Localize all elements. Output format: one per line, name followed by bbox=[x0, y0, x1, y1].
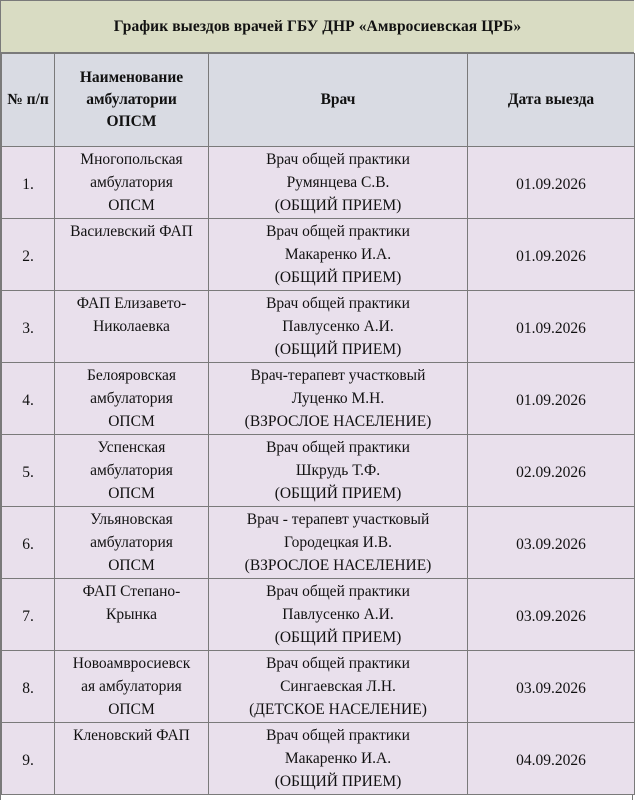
row-doctor bbox=[209, 435, 468, 507]
doctor-line: Павлусенко А.И. bbox=[282, 318, 394, 335]
doctor-line: Шкрудь Т.Ф. bbox=[295, 462, 381, 479]
ambulatory-line: ая амбулатория bbox=[81, 678, 182, 695]
header-row bbox=[2, 54, 635, 147]
doctor-line: Врач общей практики bbox=[266, 223, 410, 240]
doctor-line: Врач общей практики bbox=[266, 295, 410, 312]
doctor-line: Макаренко И.А. bbox=[284, 750, 392, 767]
table-row bbox=[2, 435, 635, 507]
row-ambulatory bbox=[55, 723, 209, 795]
ambulatory-line: амбулатория bbox=[90, 390, 173, 407]
ambulatory-line: Многопольская bbox=[80, 151, 183, 168]
table-body bbox=[2, 147, 635, 795]
doctor-line: Врач общей практики bbox=[266, 727, 410, 744]
doctor-line: Врач общей практики bbox=[266, 655, 410, 672]
row-date: 01.09.2026 bbox=[468, 219, 635, 291]
header-num: № п/п bbox=[2, 54, 55, 147]
doctor-line: Врач общей практики bbox=[266, 583, 410, 600]
header-date: Дата выезда bbox=[468, 54, 635, 147]
table-row bbox=[2, 219, 635, 291]
row-date: 01.09.2026 bbox=[468, 147, 635, 219]
doctor-line: (ОБЩИЙ ПРИЕМ) bbox=[274, 629, 402, 646]
row-ambulatory bbox=[55, 579, 209, 651]
row-date: 03.09.2026 bbox=[468, 651, 635, 723]
doctor-line: (ОБЩИЙ ПРИЕМ) bbox=[274, 197, 402, 214]
table-header bbox=[2, 54, 635, 147]
header-ambulatory-line: амбулатории bbox=[86, 91, 177, 108]
ambulatory-line: амбулатория bbox=[90, 174, 173, 191]
row-number: 6. bbox=[2, 507, 55, 579]
row-number: 4. bbox=[2, 363, 55, 435]
row-doctor bbox=[209, 219, 468, 291]
ambulatory-line: Кленовский ФАП bbox=[73, 727, 190, 744]
row-doctor bbox=[209, 723, 468, 795]
table-row bbox=[2, 651, 635, 723]
document-title: График выездов врачей ГБУ ДНР «Амвросиевская ЦРБ» bbox=[1, 0, 634, 53]
table-row bbox=[2, 579, 635, 651]
ambulatory-line: амбулатория bbox=[90, 462, 173, 479]
row-ambulatory bbox=[55, 363, 209, 435]
doctor-line: Врач-терапевт участковый bbox=[250, 367, 426, 384]
row-number: 2. bbox=[2, 219, 55, 291]
ambulatory-line: ФАП Елизавето- bbox=[76, 295, 187, 312]
doctor-line: (ДЕТСКОЕ НАСЕЛЕНИЕ) bbox=[249, 701, 427, 718]
row-date: 01.09.2026 bbox=[468, 363, 635, 435]
doctor-line: Сингаевская Л.Н. bbox=[280, 678, 396, 695]
row-number: 3. bbox=[2, 291, 55, 363]
doctor-line: Румянцева С.В. bbox=[286, 174, 390, 191]
table-row bbox=[2, 147, 635, 219]
row-doctor bbox=[209, 291, 468, 363]
doctor-line: (ОБЩИЙ ПРИЕМ) bbox=[274, 341, 402, 358]
table-row bbox=[2, 363, 635, 435]
doctor-line: Луценко М.Н. bbox=[291, 390, 385, 407]
header-doctor: Врач bbox=[209, 54, 468, 147]
row-number: 7. bbox=[2, 579, 55, 651]
table-row bbox=[2, 507, 635, 579]
row-date: 03.09.2026 bbox=[468, 507, 635, 579]
ambulatory-line: Крынка bbox=[106, 606, 157, 623]
ambulatory-line: ОПСМ bbox=[108, 413, 155, 430]
doctor-line: Врач общей практики bbox=[266, 439, 410, 456]
row-date: 01.09.2026 bbox=[468, 291, 635, 363]
header-ambulatory-line: Наименование bbox=[79, 69, 184, 86]
header-ambulatory bbox=[55, 54, 209, 147]
row-ambulatory bbox=[55, 435, 209, 507]
row-date: 03.09.2026 bbox=[468, 579, 635, 651]
row-ambulatory bbox=[55, 507, 209, 579]
doctor-line: (ВЗРОСЛОЕ НАСЕЛЕНИЕ) bbox=[244, 557, 432, 574]
ambulatory-line: Николаевка bbox=[93, 318, 170, 335]
ambulatory-line: ОПСМ bbox=[108, 485, 155, 502]
row-ambulatory bbox=[55, 291, 209, 363]
doctor-line: (ВЗРОСЛОЕ НАСЕЛЕНИЕ) bbox=[244, 413, 432, 430]
row-ambulatory bbox=[55, 147, 209, 219]
ambulatory-line: Успенская bbox=[97, 439, 166, 456]
row-number: 8. bbox=[2, 651, 55, 723]
row-date: 02.09.2026 bbox=[468, 435, 635, 507]
row-doctor bbox=[209, 579, 468, 651]
ambulatory-line: амбулатория bbox=[90, 534, 173, 551]
schedule-table bbox=[1, 53, 635, 795]
ambulatory-line: Ульяновская bbox=[90, 511, 173, 528]
doctor-line: (ОБЩИЙ ПРИЕМ) bbox=[274, 773, 402, 790]
row-ambulatory bbox=[55, 219, 209, 291]
doctor-line: Макаренко И.А. bbox=[284, 246, 392, 263]
row-doctor bbox=[209, 363, 468, 435]
row-number: 1. bbox=[2, 147, 55, 219]
row-ambulatory bbox=[55, 651, 209, 723]
row-date: 04.09.2026 bbox=[468, 723, 635, 795]
doctor-line: (ОБЩИЙ ПРИЕМ) bbox=[274, 485, 402, 502]
header-ambulatory-line: ОПСМ bbox=[106, 113, 157, 130]
row-number: 9. bbox=[2, 723, 55, 795]
ambulatory-line: Белояровская bbox=[86, 367, 176, 384]
ambulatory-line: ФАП Степано- bbox=[82, 583, 181, 600]
doctor-line: Павлусенко А.И. bbox=[282, 606, 394, 623]
row-doctor bbox=[209, 147, 468, 219]
ambulatory-line: ОПСМ bbox=[108, 557, 155, 574]
doctor-line: Городецкая И.В. bbox=[284, 534, 392, 551]
table-row bbox=[2, 723, 635, 795]
ambulatory-line: ОПСМ bbox=[108, 701, 155, 718]
ambulatory-line: Василевский ФАП bbox=[70, 223, 193, 240]
doctor-line: Врач - терапевт участковый bbox=[246, 511, 430, 528]
row-doctor bbox=[209, 507, 468, 579]
doctor-line: Врач общей практики bbox=[266, 151, 410, 168]
ambulatory-line: ОПСМ bbox=[108, 197, 155, 214]
table-row bbox=[2, 291, 635, 363]
row-doctor bbox=[209, 651, 468, 723]
row-number: 5. bbox=[2, 435, 55, 507]
doctor-line: (ОБЩИЙ ПРИЕМ) bbox=[274, 269, 402, 286]
ambulatory-line: Новоамвросиевск bbox=[72, 655, 191, 672]
